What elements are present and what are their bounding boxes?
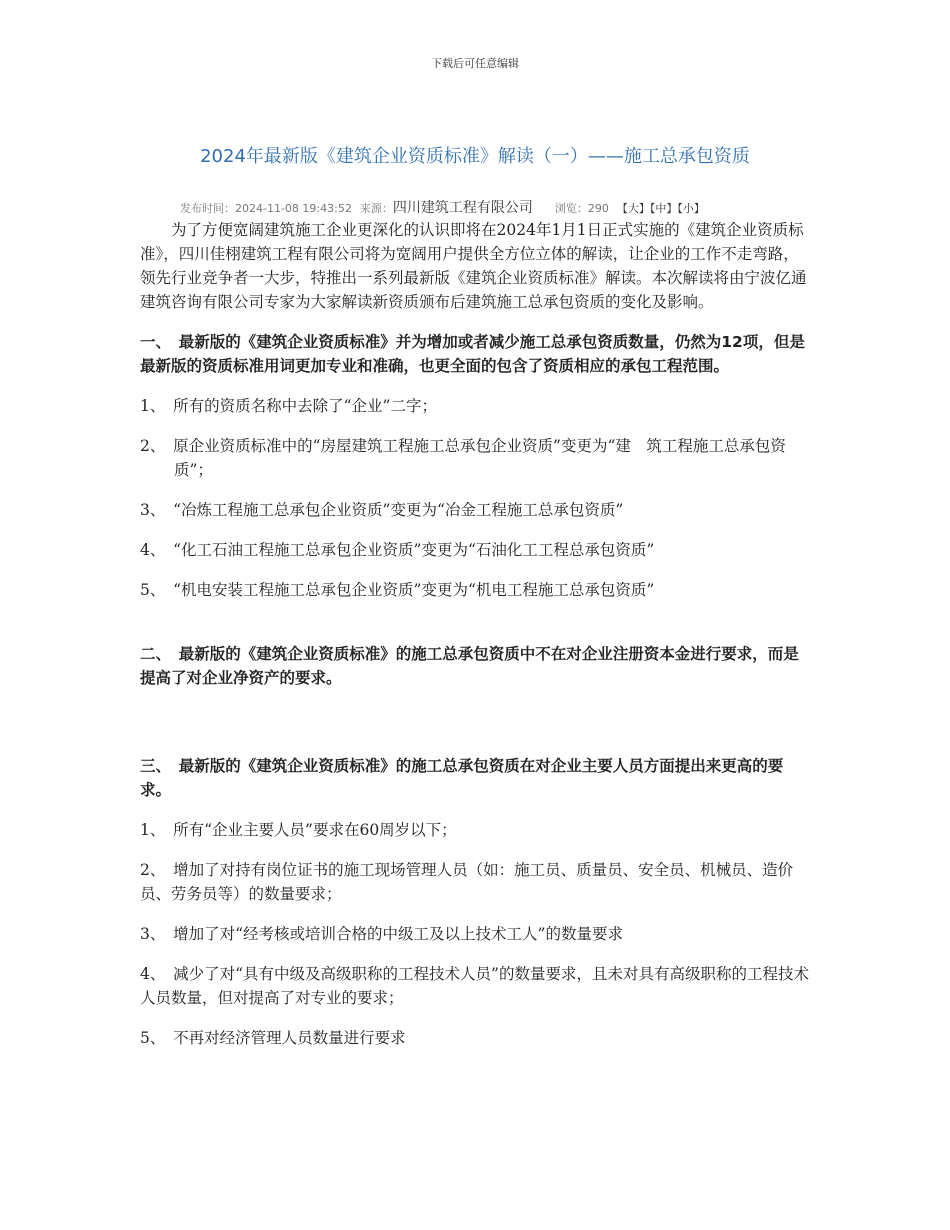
section-heading-3: 三、 最新版的《建筑企业资质标准》的施工总承包资质在对企业主要人员方面提出来更高的要求。 bbox=[140, 757, 784, 799]
intro-paragraph: 为了方便宽阔建筑施工企业更深化的认识即将在2024年1月1日正式实施的《建筑企业资质标准》，四川佳栩建筑工程有限公司将为宽阔用户提供全方位立体的解读，让企业的工作不走弯路，领先行业竞争者一大步，特推出一系列最新版《建筑企业资质标准》解读。本次解读将由宁波亿通建筑咨询有限公司专家为大家解读新资质颁布后建筑施工总承包资质的变化及影响。 bbox=[140, 221, 807, 311]
list-item: 2、 原企业资质标准中的“房屋建筑工程施工总承包企业资质”变更为“建 筑工程施工总承包资质”； bbox=[140, 437, 786, 479]
font-size-small-button[interactable]: 【小】 bbox=[677, 202, 705, 215]
list-item: 4、 减少了对“具有中级及高级职称的工程技术人员”的数量要求，且未对具有高级职称的工程技术人员数量，但对提高了对专业的要求； bbox=[140, 965, 809, 1007]
list-item: 4、 “化工石油工程施工总承包企业资质”变更为“石油化工工程总承包资质” bbox=[140, 541, 655, 559]
section-heading-2: 二、 最新版的《建筑企业资质标准》的施工总承包资质中不在对企业注册资本金进行要求，而是提高了对企业净资产的要求。 bbox=[140, 645, 799, 687]
list-item: 2、 增加了对持有岗位证书的施工现场管理人员（如：施工员、质量员、安全员、机械员、造价员、劳务员等）的数量要求； bbox=[140, 861, 794, 903]
source-name: 四川建筑工程有限公司 bbox=[392, 200, 533, 216]
list-item: 5、 “机电安装工程施工总承包企业资质”变更为“机电工程施工总承包资质” bbox=[140, 581, 655, 599]
article-title: 2024年最新版《建筑企业资质标准》解读（一）——施工总承包资质 bbox=[200, 146, 750, 167]
views-count: 290 bbox=[587, 202, 609, 215]
article-body bbox=[140, 218, 812, 1066]
font-size-medium-button[interactable]: 【中】 bbox=[649, 202, 678, 215]
article-meta bbox=[180, 197, 705, 217]
publish-time: 2024-11-08 19:43:52 bbox=[235, 202, 352, 215]
page-header: 下载后可任意编辑 bbox=[431, 57, 519, 70]
list-item: 3、 增加了对“经考核或培训合格的中级工及以上技术工人”的数量要求 bbox=[140, 925, 623, 943]
section-heading-1: 一、 最新版的《建筑企业资质标准》并为增加或者减少施工总承包资质数量，仍然为12项，但是最新版的资质标准用词更加专业和准确，也更全面的包含了资质相应的承包工程范围。 bbox=[140, 333, 805, 375]
font-size-large-button[interactable]: 【大】 bbox=[616, 202, 650, 215]
views-label: 浏览： bbox=[554, 202, 588, 215]
list-item: 1、 所有“企业主要人员”要求在60周岁以下； bbox=[140, 821, 457, 839]
list-item: 3、 “冶炼工程施工总承包企业资质”变更为“冶金工程施工总承包资质” bbox=[140, 501, 624, 519]
publish-label: 发布时间： bbox=[180, 202, 235, 215]
source-label: 来源： bbox=[359, 202, 393, 215]
list-item: 1、 所有的资质名称中去除了“企业”二字； bbox=[140, 397, 437, 415]
list-item: 5、 不再对经济管理人员数量进行要求 bbox=[140, 1029, 406, 1047]
